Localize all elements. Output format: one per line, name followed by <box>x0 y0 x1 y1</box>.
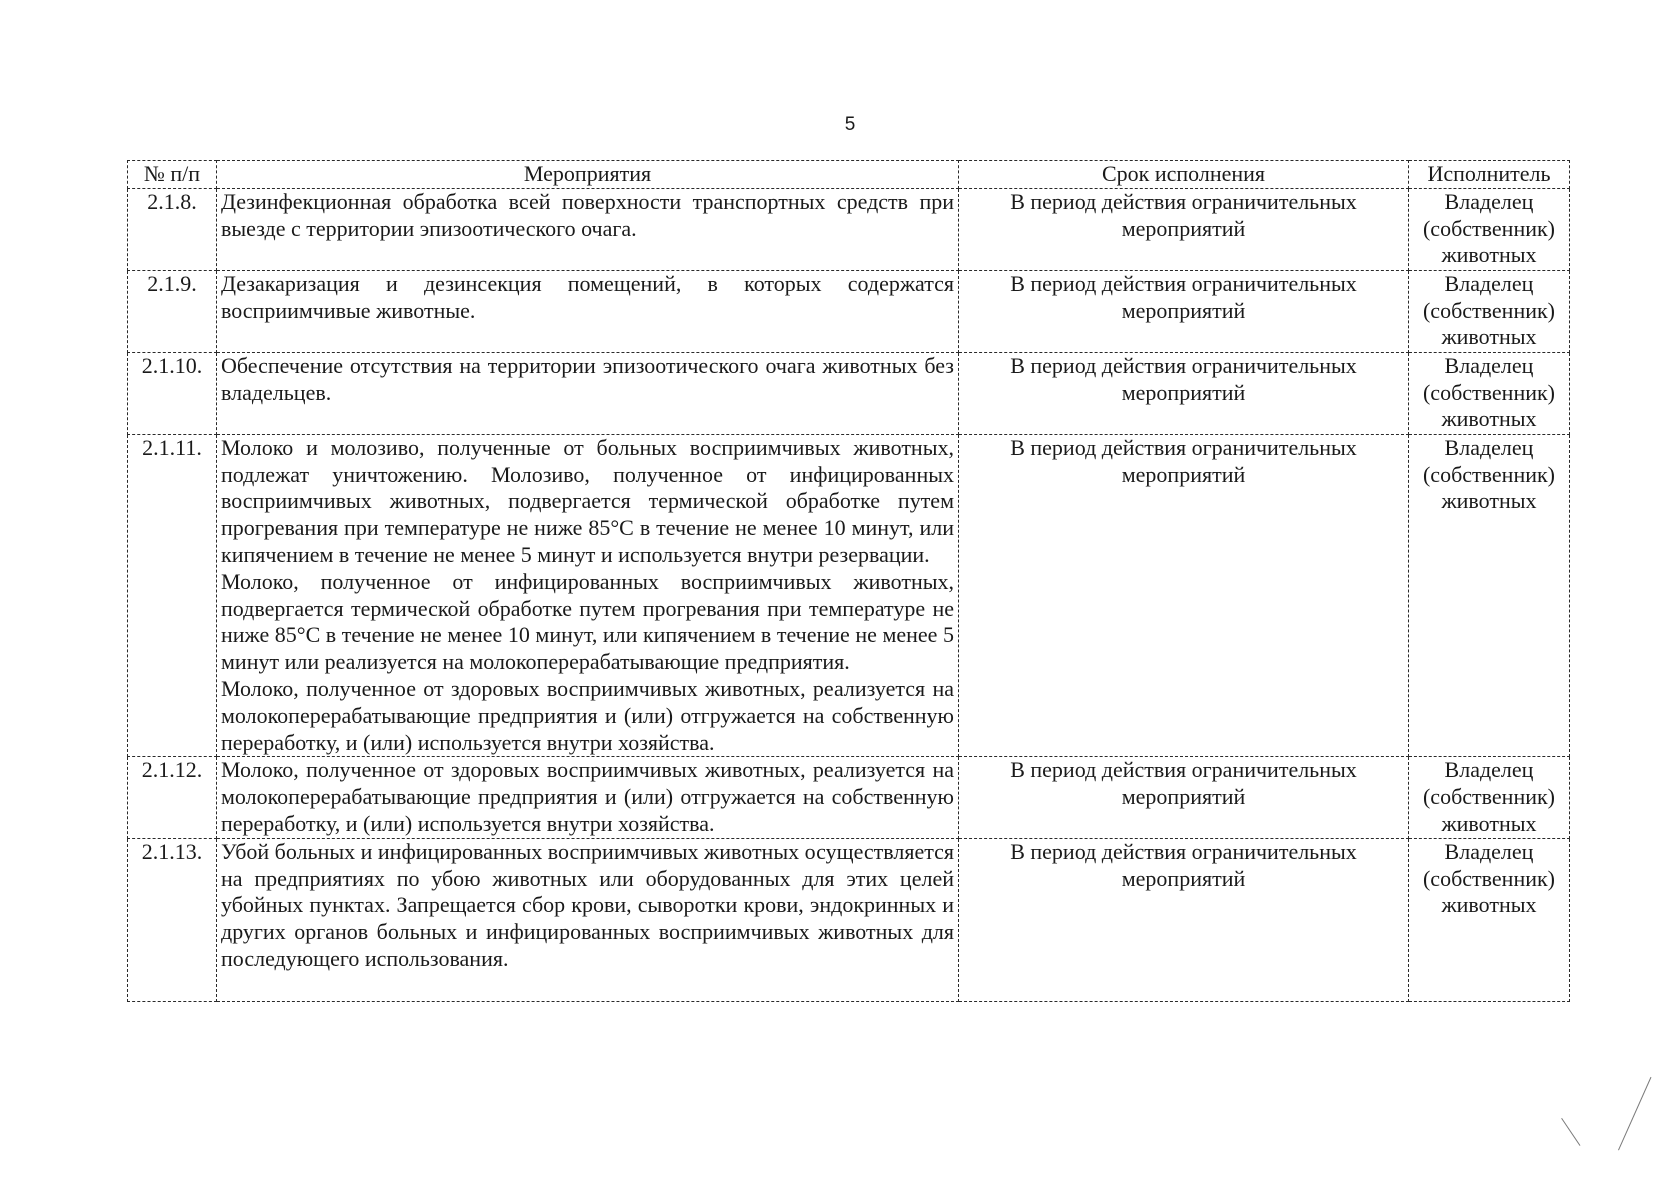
row-executor: Владелец (собственник) животных <box>1409 434 1570 757</box>
header-number: № п/п <box>128 161 217 189</box>
activity-paragraph: Дезинфекционная обработка всей поверхности транспортных средств при выезде с территории эпизоотического очага. <box>221 188 954 241</box>
activity-paragraph: Дезакаризация и дезинсекция помещений, в которых содержатся восприимчивые животные. <box>221 270 954 323</box>
table-row <box>128 352 1570 434</box>
scan-mark <box>1618 1077 1651 1150</box>
table-row <box>128 838 1570 1001</box>
row-number: 2.1.8. <box>128 188 217 270</box>
page-number: 5 <box>844 114 856 135</box>
activity-paragraph: Молоко, полученное от инфицированных восприимчивых животных, подвергается термической обработке путем прогревания при температуре не ниже 85°С в течение не менее 10 минут, или кипячением в течение не менее 5 минут или реализуется на молокоперерабатывающие предприятия. <box>221 568 954 675</box>
row-term: В период действия ограничительных мероприятий <box>959 434 1409 757</box>
row-activity <box>217 838 959 1001</box>
table-row <box>128 188 1570 270</box>
row-term: В период действия ограничительных мероприятий <box>959 838 1409 1001</box>
row-term: В период действия ограничительных мероприятий <box>959 270 1409 352</box>
row-term: В период действия ограничительных мероприятий <box>959 188 1409 270</box>
activity-paragraph: Убой больных и инфицированных восприимчивых животных осуществляется на предприятиях по убою животных или оборудованных для этих целей убойных пунктах. Запрещается сбор крови, сыворотки крови, эндокринных и других органов больных и инфицированных восприимчивых животных для последующего использования. <box>221 838 954 971</box>
activity-paragraph: Молоко и молозиво, полученные от больных восприимчивых животных, подлежат уничтожению. Молозиво, полученное от инфицированных восприимчивых животных, подвергается термической обработке путем прогревания при температуре не ниже 85°С в течение не менее 10 минут, или кипячением в течение не менее 5 минут и используется внутри резервации. <box>221 434 954 567</box>
row-number: 2.1.9. <box>128 270 217 352</box>
table-header-row <box>128 161 1570 189</box>
row-number: 2.1.12. <box>128 757 217 838</box>
scan-mark <box>1561 1118 1580 1146</box>
row-executor: Владелец (собственник) животных <box>1409 188 1570 270</box>
row-activity <box>217 434 959 757</box>
header-term: Срок исполнения <box>959 161 1409 189</box>
row-activity <box>217 757 959 838</box>
table-row <box>128 270 1570 352</box>
row-number: 2.1.10. <box>128 352 217 434</box>
header-activity: Мероприятия <box>217 161 959 189</box>
table-row <box>128 434 1570 757</box>
header-executor: Исполнитель <box>1409 161 1570 189</box>
row-activity <box>217 352 959 434</box>
table-row <box>128 757 1570 838</box>
row-number: 2.1.11. <box>128 434 217 757</box>
row-executor: Владелец (собственник) животных <box>1409 757 1570 838</box>
row-executor: Владелец (собственник) животных <box>1409 838 1570 1001</box>
measures-table <box>127 160 1570 1002</box>
row-number: 2.1.13. <box>128 838 217 1001</box>
row-term: В период действия ограничительных мероприятий <box>959 352 1409 434</box>
row-executor: Владелец (собственник) животных <box>1409 352 1570 434</box>
activity-paragraph: Обеспечение отсутствия на территории эпизоотического очага животных без владельцев. <box>221 352 954 405</box>
row-executor: Владелец (собственник) животных <box>1409 270 1570 352</box>
row-term: В период действия ограничительных мероприятий <box>959 757 1409 838</box>
row-activity <box>217 270 959 352</box>
row-activity <box>217 188 959 270</box>
activity-paragraph: Молоко, полученное от здоровых восприимчивых животных, реализуется на молокоперерабатывающие предприятия и (или) отгружается на собственную переработку, и (или) используется внутри хозяйства. <box>221 757 954 836</box>
activity-paragraph: Молоко, полученное от здоровых восприимчивых животных, реализуется на молокоперерабатывающие предприятия и (или) отгружается на собственную переработку, и (или) используется внутри хозяйства. <box>221 675 954 755</box>
